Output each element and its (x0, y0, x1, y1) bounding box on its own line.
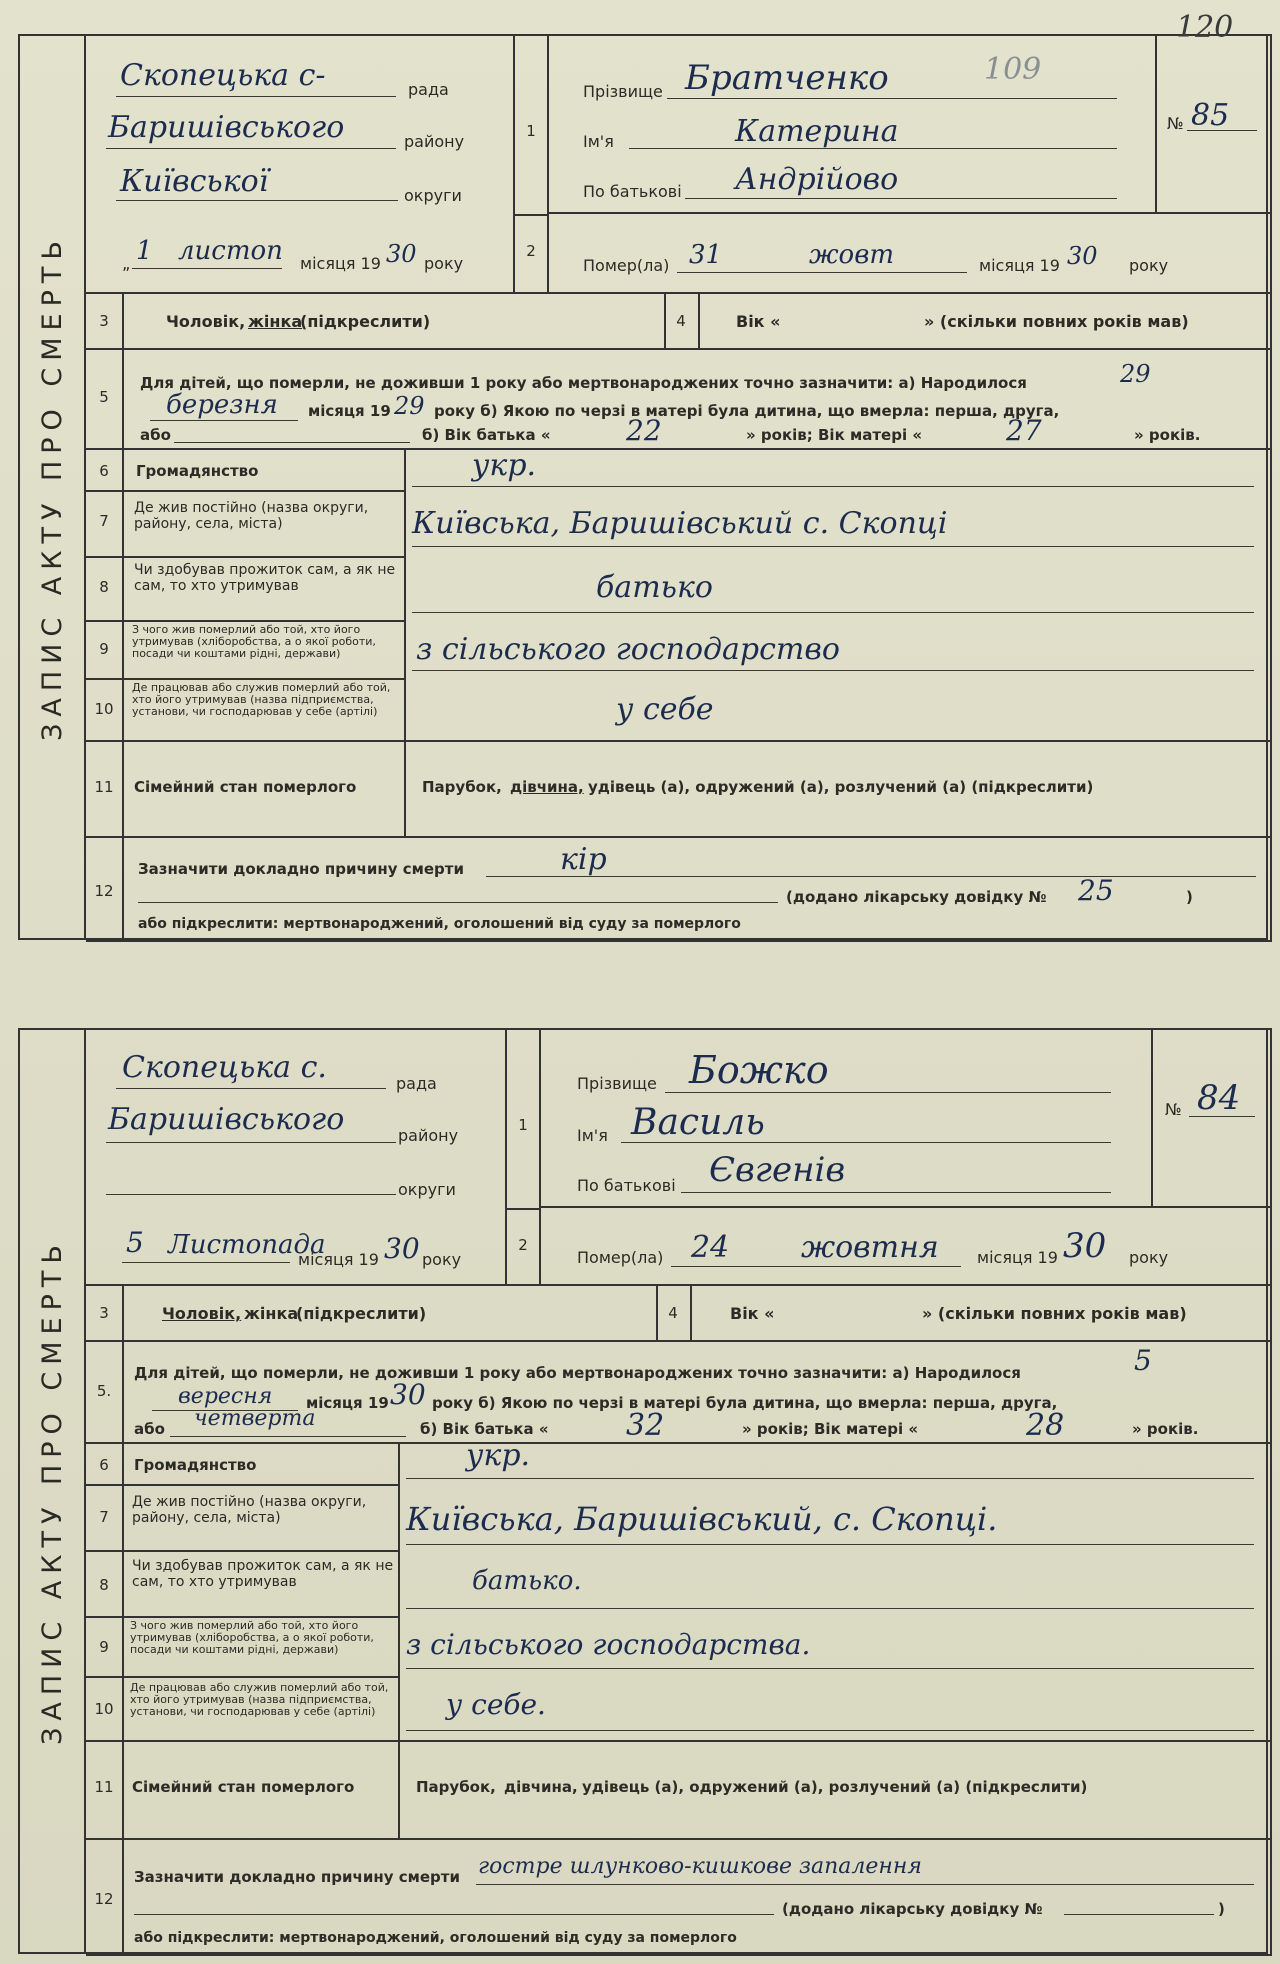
death-record-2: ЗАПИС АКТУ ПРО СМЕРТЬ Скопецька с. рада Баришівського району округи 5 Листопада місяця 19 30 року 1 2 Прізвище Божко Ім'я Василь По батькові Євгенів № 84 Помер(ла) 24 жовтня місяця 19 30 року 3 Чоловік, жінка (підкреслити) 4 Вік « » (скільки повних років мав) 5. Для дітей, що померли, не доживши 1 року або мертвонароджених точно зазначити: а) Народилося 5 вересня місяця 19 30 року б) Якою по черзі в матері була дитина, що вмерла: перша, друга, або четверта б) Вік батька « 32 » років; Вік матері « 28 » років. 6 Громадянство укр. 7 Де жив постійно (назва округи, району, села, міста) Київська, Баришівський, с. Скопці. 8 Чи здобував прожиток сам, а як не сам, то хто утримував батько. 9 З чого жив померлий або той, хто його утримував (хліборобства, а о якої роботи, посади чи коштами рідні, держави) з сільського господарства. 10 Де працював або служив померлий або той, хто його утримував (назва підприємства, установи, чи господарював у себе (артілі) у себе. 11 Сімейний стан померлого Парубок, дівчина, удівець (а), одружений (а), розлучений (а) (підкреслити) 12 Зазначити докладно причину смерти гостре шлунково-кишкове запалення (додано лікарську довідку № ) або підкреслити: мертвонароджений, оголошений від суду за померлого (18, 1028, 1268, 1954)
certificate-number: 25 (1078, 874, 1114, 907)
record-number: 85 (1191, 98, 1230, 133)
surname-value: Божко (689, 1048, 829, 1092)
died-day: 24 (691, 1230, 730, 1265)
born-month: вересня (178, 1384, 273, 1409)
name-label: Ім'я (583, 132, 614, 151)
rada-value: Скопецька с- (120, 58, 326, 93)
born-day: 5 (1134, 1344, 1152, 1377)
father-age: 32 (626, 1408, 665, 1443)
cause-value: кір (560, 842, 607, 877)
reg-month: Листопада (168, 1230, 326, 1260)
citizenship-value: укр. (472, 448, 537, 483)
registry-office-box: Скопецька с- рада Баришівського району Київської округи „ 1 листоп місяця 19 30 року (86, 34, 515, 294)
died-month: жовт (809, 240, 894, 270)
mother-age: 28 (1026, 1408, 1065, 1443)
record-number: 84 (1197, 1078, 1241, 1118)
okruga-label: округи (404, 186, 462, 205)
died-box: Помер(ла) 24 жовтня місяця 19 30 року (541, 1208, 1272, 1286)
work-value: у себе (616, 692, 714, 727)
cause-of-death-box: 12 Зазначити докладно причину смерти кір (додано лікарську довідку № 25 ) або підкреслити: мертвонароджений, оголошений від суду за померлого (86, 838, 1272, 942)
record-number-box: № 85 (1157, 34, 1272, 214)
reg-day: 5 (126, 1226, 144, 1259)
citizenship-value: укр. (466, 1438, 531, 1473)
child-order: четверта (194, 1406, 316, 1431)
cause-value: гостре шлунково-кишкове запалення (478, 1854, 922, 1879)
mother-age: 27 (1006, 414, 1042, 447)
means-value: з сільського господарства. (406, 1628, 811, 1661)
born-year: 30 (390, 1378, 426, 1411)
reg-month-label: місяця 19 (300, 254, 381, 273)
deceased-name-box: Прізвище Божко Ім'я Василь По батькові Євгенів (541, 1028, 1153, 1208)
reg-month: листоп (178, 236, 283, 266)
corner-number-120: 120 (1176, 10, 1234, 45)
patronymic-value: Андрійово (735, 162, 899, 197)
means-value: з сільського господарство (416, 632, 840, 667)
registry-office-box: Скопецька с. рада Баришівського району округи 5 Листопада місяця 19 30 року (86, 1028, 507, 1286)
died-box: Помер(ла) 31 жовт місяця 19 30 року (549, 214, 1272, 294)
father-age: 22 (626, 414, 662, 447)
residence-value: Київська, Баришівський, с. Скопці. (406, 1500, 998, 1538)
died-day: 31 (689, 240, 723, 270)
raion-value: Баришівського (108, 1102, 345, 1137)
deceased-name-box (549, 34, 1157, 214)
raion-value: Баришівського (108, 110, 345, 145)
born-day: 29 (1120, 360, 1151, 388)
raion-label: району (404, 132, 465, 151)
reg-year: 30 (384, 1232, 420, 1265)
died-year: 30 (1063, 1226, 1107, 1266)
corner-number-109: 109 (984, 52, 1042, 87)
died-month: жовтня (801, 1230, 939, 1265)
surname-value: Братченко (685, 58, 889, 98)
record-vertical-title: ЗАПИС АКТУ ПРО СМЕРТЬ (20, 1030, 86, 1952)
cause-of-death-box: 12 Зазначити докладно причину смерти гостре шлунково-кишкове запалення (додано лікарську довідку № ) або підкреслити: мертвонароджений, оголошений від суду за померлого (86, 1840, 1272, 1956)
okruga-value: Київської (120, 164, 269, 199)
reg-year-label: року (424, 254, 464, 273)
death-record-1: ЗАПИС АКТУ ПРО СМЕРТЬ Скопецька с- рада Баришівського району Київської округи „ 1 листоп місяця 19 30 року 1 2 Прізвище Братченко Ім'я Катерина По батькові Андрійово № 85 120 109 Помер(ла) 31 жовт місяця 19 30 року 3 Чоловік, жінка (підкреслити) 4 Вік « » (скільки повних років мав) 5 Для дітей, що померли, не доживши 1 року або мертвонароджених точно зазначити: а) Народилося 29 березня місяця 19 29 року б) Якою по черзі в матері була дитина, що вмерла: перша, друга, або б) Вік батька « 22 » років; Вік матері « 27 » років. 6 Громадянство укр. 7 Де жив постійно (назва округи, району, села, міста) Київська, Баришівський с. Скопці 8 Чи здобував прожиток сам, а як не сам, то хто утримував батько 9 З чого жив померлий або той, хто його утримував (хліборобства, а о якої роботи, посади чи коштами рідні, держави) з сільського господарство 10 Де працював або служив померлий або той, хто його утримував (назва підприємства, установи, чи господарював у себе (артілі) у себе 11 Сімейний стан померлого Парубок, дівчина, удівець (а), одружений (а), розлучений (а) (підкреслити) 12 Зазначити докладно причину смерти кір (додано лікарську довідку № 25 ) або підкреслити: мертвонароджений, оголошений від суду за померлого (18, 34, 1268, 940)
support-value: батько. (472, 1566, 582, 1596)
rada-value: Скопецька с. (122, 1050, 327, 1085)
details-table: 6 Громадянство укр. 7 Де жив постійно (назва округи, району, села, міста) Київська, Баришівський, с. Скопці. 8 Чи здобував прожиток сам, а як не сам, то хто утримував батько. 9 З чого жив померлий або той, хто його утримував (хліборобства, а о якої роботи, посади чи коштами рідні, держави) з сільського господарства. 10 Де працював або служив померлий або той, хто його утримував (назва підприємства, установи, чи господарював у себе (артілі) у себе. 11 Сімейний стан померлого Парубок, дівчина, удівець (а), одружений (а), розлучений (а) (підкреслити) (86, 1444, 1272, 1840)
residence-value: Київська, Баришівський с. Скопці (412, 506, 948, 541)
support-value: батько (596, 570, 713, 605)
rada-label: рада (408, 80, 449, 99)
record-vertical-title: ЗАПИС АКТУ ПРО СМЕРТЬ (20, 36, 86, 938)
name-value: Василь (631, 1102, 765, 1143)
name-value: Катерина (735, 114, 899, 149)
born-month: березня (166, 390, 278, 420)
details-table: 6 Громадянство укр. 7 Де жив постійно (назва округи, району, села, міста) Київська, Баришівський с. Скопці 8 Чи здобував прожиток сам, а як не сам, то хто утримував батько 9 З чого жив померлий або той, хто його утримував (хліборобства, а о якої роботи, посади чи коштами рідні, держави) з сільського господарство 10 Де працював або служив померлий або той, хто його утримував (назва підприємства, установи, чи господарював у себе (артілі) у себе 11 Сімейний стан померлого Парубок, дівчина, удівець (а), одружений (а), розлучений (а) (підкреслити) (86, 450, 1272, 838)
surname-label: Прізвище (583, 82, 663, 101)
patronymic-label: По батькові (583, 182, 682, 201)
reg-year: 30 (386, 240, 417, 268)
died-year: 30 (1067, 242, 1098, 270)
record-number-box: № 84 (1153, 1028, 1272, 1208)
patronymic-value: Євгенів (709, 1150, 846, 1190)
born-year: 29 (394, 392, 425, 420)
work-value: у себе. (446, 1688, 546, 1721)
reg-day: 1 (136, 236, 153, 266)
